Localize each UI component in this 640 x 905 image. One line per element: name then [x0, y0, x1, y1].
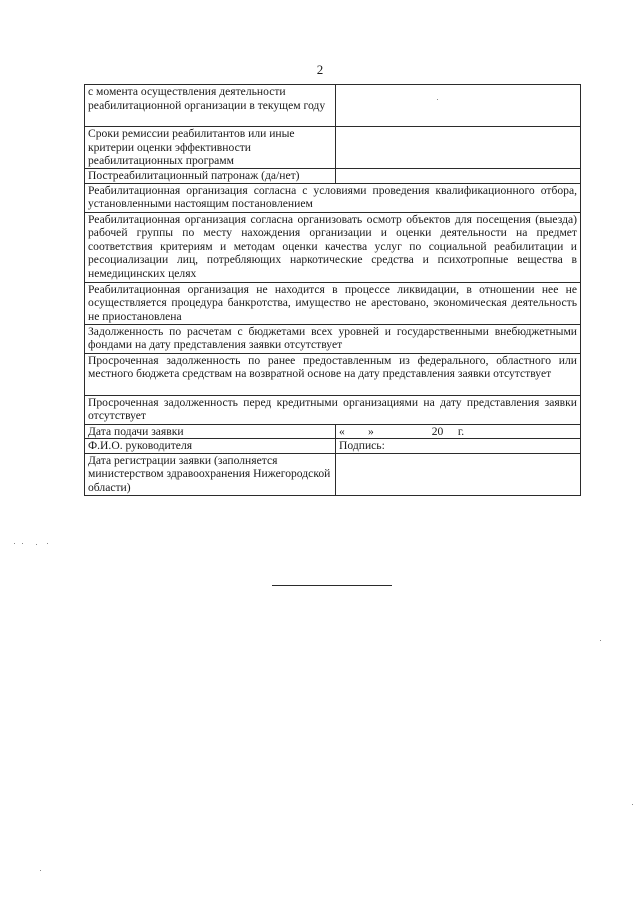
qualification-conditions-statement: Реабилитационная организация согласна с условиями проведения квалификационного отбора, установленными настоящим постановлением: [85, 183, 581, 212]
post-rehab-patronage-value: [336, 169, 581, 184]
table-row: [85, 353, 581, 395]
table-row: [85, 324, 581, 353]
submission-date-label: Дата подачи заявки: [85, 424, 336, 439]
submission-date-field[interactable]: « » 20 г.: [336, 424, 581, 439]
registration-date-label: Дата регистрации заявки (заполняется министерством здравоохранения Нижегородской области): [85, 453, 336, 495]
scan-speck: [632, 804, 633, 805]
remission-criteria-label: Сроки ремиссии реабилитантов или иные критерии оценки эффективности реабилитационных программ: [85, 127, 336, 169]
post-rehab-patronage-label: Постреабилитационный патронаж (да/нет): [85, 169, 336, 184]
table-row: [85, 85, 581, 127]
table-row: [85, 282, 581, 324]
overdue-budget-debt-statement: Просроченная задолженность по ранее предоставленным из федерального, областного или местного бюджета средствам на возвратной основе на дату представления заявки отсутствует: [85, 353, 581, 395]
application-form-table: [84, 84, 581, 496]
liquidation-statement: Реабилитационная организация не находится в процессе ликвидации, в отношении нее не осуществляется процедура банкротства, имущество не арестовано, экономическая деятельность не приостановлена: [85, 282, 581, 324]
table-row: [85, 439, 581, 454]
table-row: [85, 183, 581, 212]
scan-speck: [437, 99, 438, 100]
operation-period-label: с момента осуществления деятельности реабилитационной организации в текущем году: [85, 85, 336, 127]
page-number: 2: [316, 62, 324, 77]
budget-debt-statement: Задолженность по расчетам с бюджетами всех уровней и государственными внебюджетными фондами на дату представления заявки отсутствует: [85, 324, 581, 353]
scan-speck: [14, 543, 15, 544]
table-row: [85, 395, 581, 424]
director-name-label: Ф.И.О. руководителя: [85, 439, 336, 454]
scan-speck: [36, 544, 37, 545]
operation-period-value: [336, 85, 581, 127]
signature-field[interactable]: Подпись:: [336, 439, 581, 454]
registration-date-field[interactable]: [336, 453, 581, 495]
table-row: [85, 453, 581, 495]
table-row: [85, 169, 581, 184]
table-row: [85, 424, 581, 439]
table-row: [85, 212, 581, 282]
inspection-consent-statement: Реабилитационная организация согласна организовать осмотр объектов для посещения (выезда) рабочей группы по месту нахождения организации и оценки деятельности на предмет соответствия критериям и методам оценки качества услуг по социальной реабилитации и ресоциализации лиц, потребляющих наркотические средства и психотропные вещества в немедицинских целях: [85, 212, 581, 282]
table-row: [85, 127, 581, 169]
scan-speck: [22, 543, 23, 544]
closing-rule: [272, 585, 392, 586]
scan-speck: [40, 870, 41, 871]
scan-speck: [600, 640, 601, 641]
remission-criteria-value: [336, 127, 581, 169]
credit-debt-statement: Просроченная задолженность перед кредитными организациями на дату представления заявки отсутствует: [85, 395, 581, 424]
scan-speck: [47, 543, 48, 544]
